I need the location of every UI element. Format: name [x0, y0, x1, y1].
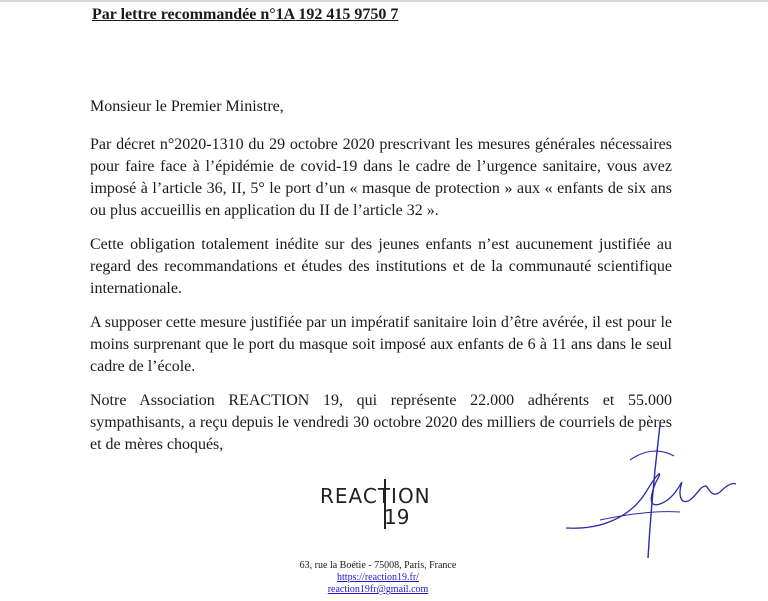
- paragraph-obligation: Cette obligation totalement inédite sur des jeunes enfants n’est aucunement justifiée au regard des recommandations et études des institutions et de la communauté scientifique internationale.: [90, 236, 672, 297]
- email-link[interactable]: reaction19fr@gmail.com: [327, 584, 429, 595]
- letter-body: [90, 96, 672, 468]
- logo-number: 19: [384, 505, 410, 529]
- signature-icon: [560, 420, 760, 560]
- reaction19-logo: [320, 476, 430, 536]
- paragraph-association: Notre Association REACTION 19, qui représente 22.000 adhérents et 55.000 sympathisants, a reçu depuis le vendredi 30 octobre 2020 des milliers de courriels de pères et de mères choqués,: [90, 392, 672, 453]
- footer: [278, 560, 478, 596]
- registered-mail-line: Par lettre recommandée n°1A 192 415 9750 7: [92, 6, 399, 23]
- salutation: Monsieur le Premier Ministre,: [90, 98, 284, 115]
- top-border: [0, 0, 768, 2]
- footer-address: 63, rue la Boétie - 75008, Paris, France: [299, 560, 457, 571]
- logo-word: REACTION: [320, 484, 431, 508]
- website-link[interactable]: https://reaction19.fr/: [337, 572, 419, 583]
- paragraph-decree: Par décret n°2020-1310 du 29 octobre 2020 prescrivant les mesures générales nécessaires pour faire face à l’épidémie de covid-19 dans le cadre de l’urgence sanitaire, vous avez imposé à l’article 36, II, 5° le port d’un « masque de protection » aux « enfants de six ans ou plus accueillis en application du II de l’article 32 ».: [90, 136, 672, 219]
- paragraph-measure: A supposer cette mesure justifiée par un impératif sanitaire loin d’être avérée, il est pour le moins surprenant que le port du masque soit imposé aux enfants de 6 à 11 ans dans le seul cadre de l’école.: [90, 314, 672, 375]
